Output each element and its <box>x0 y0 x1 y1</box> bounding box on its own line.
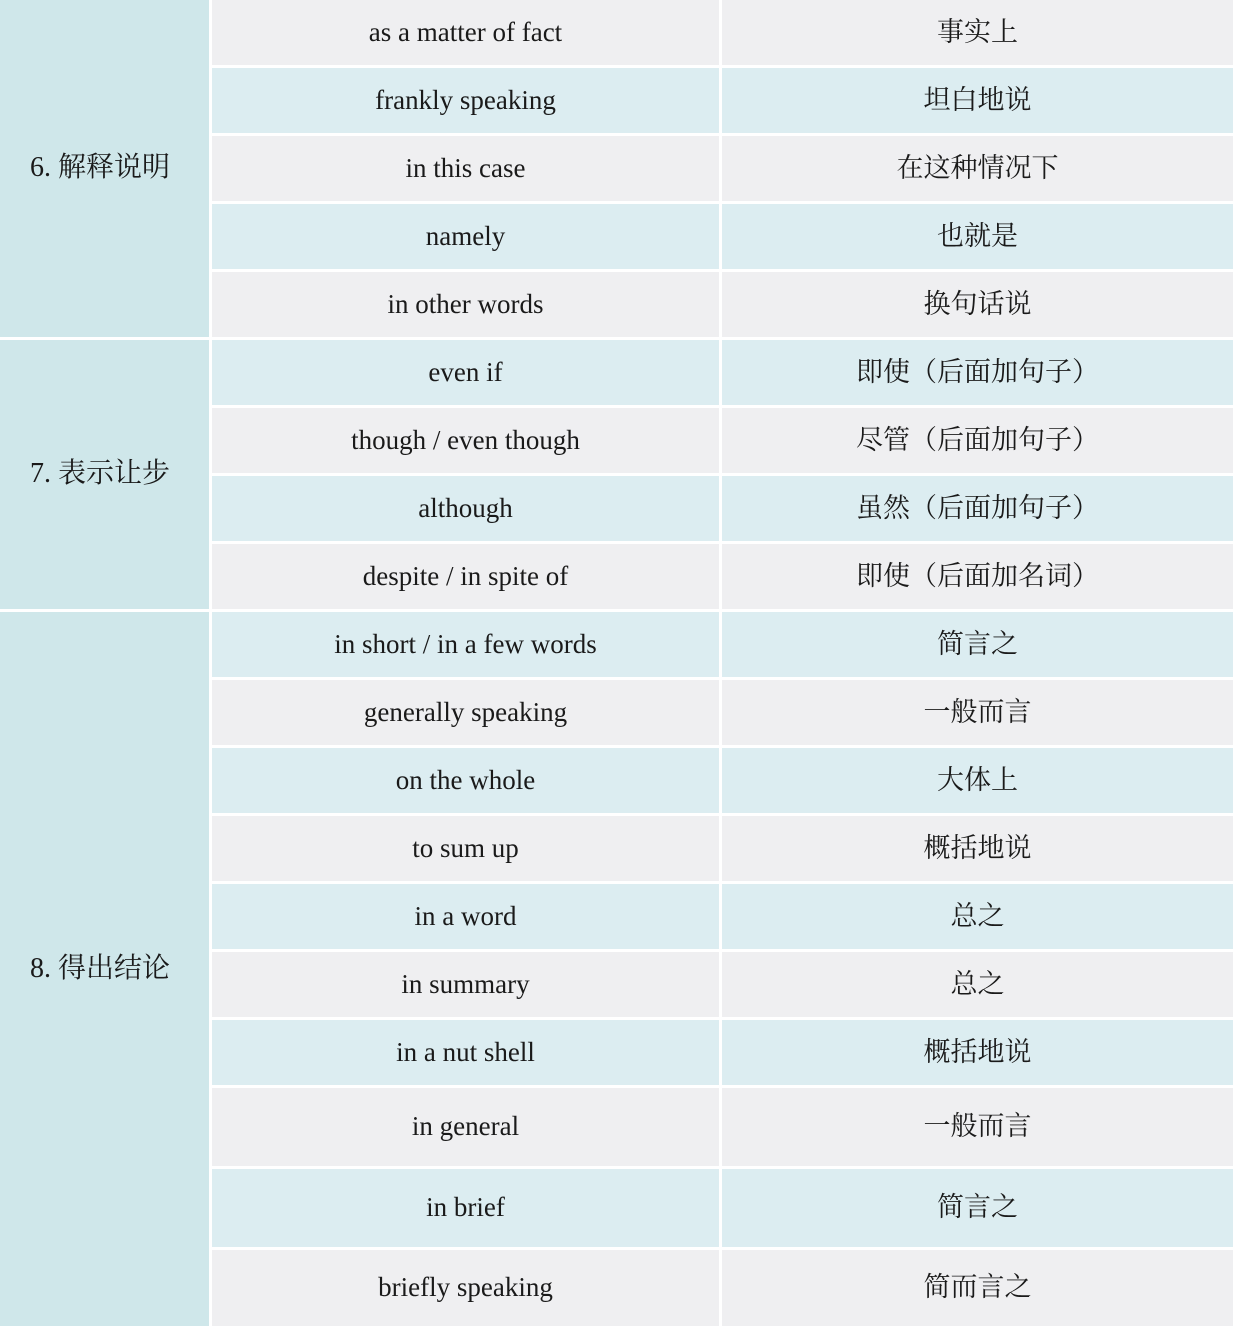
english-phrase: in short / in a few words <box>212 612 722 680</box>
chinese-meaning: 尽管（后面加句子） <box>722 408 1233 476</box>
english-phrase: on the whole <box>212 748 722 816</box>
chinese-meaning: 即使（后面加名词） <box>722 544 1233 612</box>
english-phrase: although <box>212 476 722 544</box>
chinese-meaning: 概括地说 <box>722 816 1233 884</box>
english-phrase: in other words <box>212 272 722 340</box>
chinese-meaning: 一般而言 <box>722 1088 1233 1169</box>
chinese-meaning: 一般而言 <box>722 680 1233 748</box>
english-phrase: even if <box>212 340 722 408</box>
english-phrase: despite / in spite of <box>212 544 722 612</box>
english-phrase: in summary <box>212 952 722 1020</box>
chinese-meaning: 也就是 <box>722 204 1233 272</box>
category-cell-concession: 7. 表示让步 <box>0 340 212 612</box>
category-cell-conclusion: 8. 得出结论 <box>0 612 212 1329</box>
english-phrase: in general <box>212 1088 722 1169</box>
chinese-meaning: 换句话说 <box>722 272 1233 340</box>
chinese-meaning: 在这种情况下 <box>722 136 1233 204</box>
english-phrase: to sum up <box>212 816 722 884</box>
chinese-meaning: 大体上 <box>722 748 1233 816</box>
english-phrase: namely <box>212 204 722 272</box>
chinese-meaning: 总之 <box>722 884 1233 952</box>
english-phrase: as a matter of fact <box>212 0 722 68</box>
chinese-meaning: 简言之 <box>722 612 1233 680</box>
chinese-meaning: 虽然（后面加句子） <box>722 476 1233 544</box>
chinese-meaning: 坦白地说 <box>722 68 1233 136</box>
chinese-meaning: 总之 <box>722 952 1233 1020</box>
chinese-meaning: 简言之 <box>722 1169 1233 1250</box>
english-phrase: generally speaking <box>212 680 722 748</box>
english-phrase: though / even though <box>212 408 722 476</box>
table-row <box>0 0 1233 68</box>
english-phrase: in a word <box>212 884 722 952</box>
chinese-meaning: 事实上 <box>722 0 1233 68</box>
english-phrase: in this case <box>212 136 722 204</box>
english-phrase: in brief <box>212 1169 722 1250</box>
category-cell-explanation: 6. 解释说明 <box>0 0 212 340</box>
chinese-meaning: 概括地说 <box>722 1020 1233 1088</box>
chinese-meaning: 简而言之 <box>722 1250 1233 1329</box>
table-row <box>0 612 1233 680</box>
english-phrase: briefly speaking <box>212 1250 722 1329</box>
chinese-meaning: 即使（后面加句子） <box>722 340 1233 408</box>
english-phrase: in a nut shell <box>212 1020 722 1088</box>
table-row <box>0 340 1233 408</box>
english-phrase: frankly speaking <box>212 68 722 136</box>
